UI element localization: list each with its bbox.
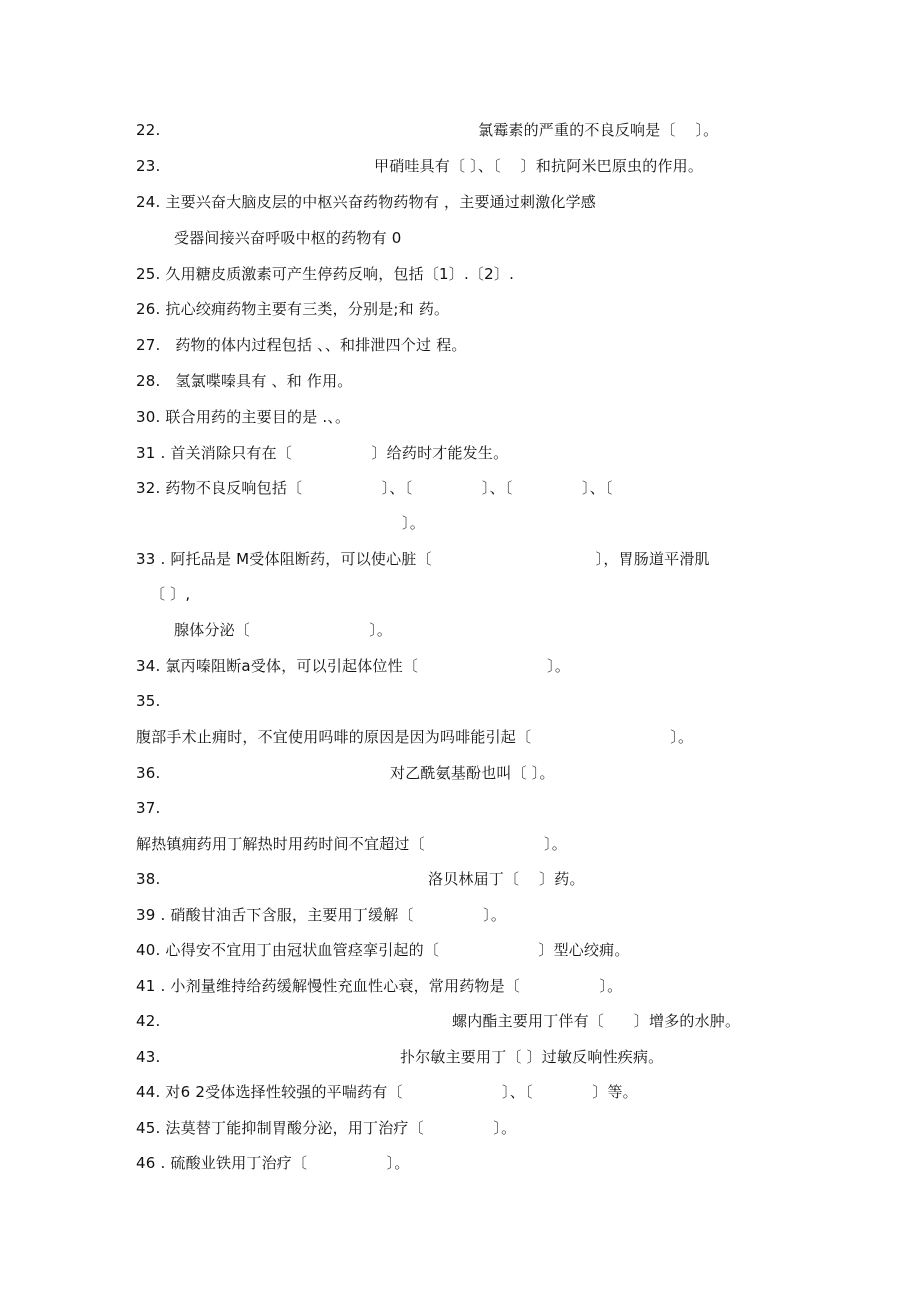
question-33-line-1: 33 . 阿托品是 M受体阻断药，可以使心脏〔 〕，胃肠道平滑肌 <box>136 550 710 568</box>
question-24-line-1: 24. 主要兴奋大脑皮层的中枢兴奋药物药物有 ，主要通过刺激化学感 <box>136 193 596 211</box>
question-43-text: 扑尔敏主要用丁〔 〕过敏反响性疾病。 <box>400 1048 664 1066</box>
question-44: 44. 对6 2受体选择性较强的平喘药有〔 〕、〔 〕等。 <box>136 1083 638 1101</box>
question-35-text: 腹部手术止痈时，不宜使用吗啡的原因是因为吗啡能引起〔 〕。 <box>136 728 694 746</box>
question-27: 27. 药物的体内过程包括 、、和排泄四个过 程。 <box>136 336 467 354</box>
question-24-line-2: 受器间接兴奋呼吸中枢的药物有 0 <box>174 229 402 247</box>
question-38-text: 洛贝林届丁〔 〕药。 <box>428 870 585 888</box>
question-36-text: 对乙酰氨基酚也叫〔 〕。 <box>390 764 555 782</box>
question-23-number: 23. <box>136 157 161 175</box>
question-23-text: 甲硝哇具有〔 〕、〔 〕和抗阿米巴原虫的作用。 <box>374 157 704 175</box>
question-22-number: 22. <box>136 121 161 139</box>
question-43-number: 43. <box>136 1048 161 1066</box>
question-42-number: 42. <box>136 1012 161 1030</box>
question-26: 26. 抗心绞痈药物主要有三类，分别是;和 药。 <box>136 300 450 318</box>
question-32-line-2: 〕。 <box>402 514 425 532</box>
question-35-number: 35. <box>136 692 161 710</box>
question-33-line-2: 〔 〕, <box>150 585 191 603</box>
question-40: 40. 心得安不宜用丁由冠状血管痉挛引起的〔 〕型心绞痈。 <box>136 941 630 959</box>
question-37-text: 解热镇痈药用丁解热时用药时间不宜超过〔 〕。 <box>136 835 567 853</box>
question-34: 34. 氯丙嗪阻断a受体，可以引起体位性〔 〕。 <box>136 657 571 675</box>
question-41: 41 . 小剂量维持给药缓解慢性充血性心衰，常用药物是〔 〕。 <box>136 977 623 995</box>
question-25: 25. 久用糖皮质激素可产生停药反响，包括〔1〕.〔2〕. <box>136 265 515 283</box>
question-38-number: 38. <box>136 870 161 888</box>
question-31: 31 . 首关消除只有在〔 〕给药时才能发生。 <box>136 444 509 462</box>
question-37-number: 37. <box>136 799 161 817</box>
question-33-line-3: 腺体分泌〔 〕。 <box>174 621 393 639</box>
question-42-text: 螺内酯主要用丁伴有〔 〕增多的水肿。 <box>452 1012 741 1030</box>
question-46: 46 . 硫酸业铁用丁治疗〔 〕。 <box>136 1154 410 1172</box>
question-39: 39 . 硝酸甘油舌下含服，主要用丁缓解〔 〕。 <box>136 906 507 924</box>
question-22-text: 氯霉素的严重的不良反响是〔 〕。 <box>478 121 719 139</box>
question-28: 28. 氢氯喋嗪具有 、和 作用。 <box>136 372 353 390</box>
question-30: 30. 联合用药的主要目的是 .、。 <box>136 408 351 426</box>
question-32-line-1: 32. 药物不良反响包括〔 〕、〔 〕、〔 〕、〔 <box>136 479 613 497</box>
question-36-number: 36. <box>136 764 161 782</box>
question-45: 45. 法莫替丁能抑制胃酸分泌，用丁治疗〔 〕。 <box>136 1119 517 1137</box>
